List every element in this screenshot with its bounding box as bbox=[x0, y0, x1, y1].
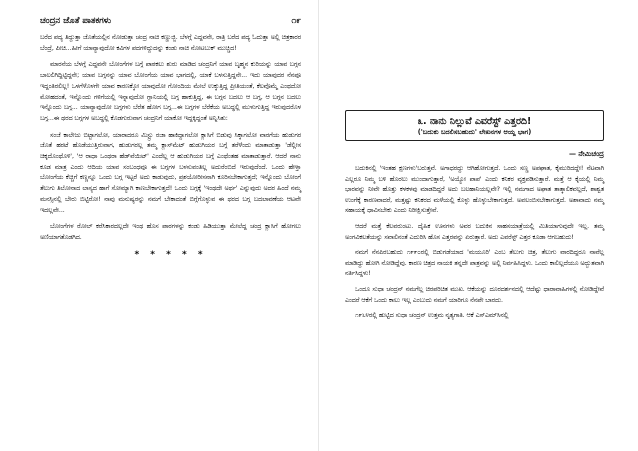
paragraph: ಮಾರನೆಯ ಬೆಳಗ್ಗೆ ಎದ್ದವನೇ ಬೋಂಗೆಗಳ ಬಗ್ಗೆ ಪಾಠಕಲು ಶುರು ಮಾಡಿದ ಚಂದ್ರನಿಗೆ ಯಾವ ಬೃಹ್ಮನ ಕುರಿಯನ್ನು ಯಾವ ಬಗ್ಗನ ಬಾಲಲಿಗಿದ್ದಿಟ್ಟಿದ್ದನೇ; ಯಾವ ಬಗ್ಗನನ್ನು ಯಾವ ಬೋಂಗೆಯ ಯಾವ ಭಾಗದಲ್ಲಿ, ಯಾಕೆ ಬಳಸುತ್ತಿದ್ದನೇ... ಇದು ಯಾವುದರ ನೆನಪೂ ಇದ್ದಂತಿರಲಿಲ್ಲ! ಒಳಗೆಳೊಳಗೇ ಯಾವ ಕಾರಣಕ್ಕೋ ಯಾವುದೋ ಗೋಂದಿಯ ಮೇಲೆ ಉಕ್ಕುತ್ತಿದ್ದ ಪ್ರೀತಿಯಂತೆ, ಕೆಲವೊಮ್ಮೆ ಎಂಥದೋ ಮೋಹದಂತೆ, ಇನ್ನೊಂದು ಗಳಿಗೆಯಲ್ಲಿ ಇನ್ನಾವುದೋ ಗ್ಲಾನಿಯಲ್ಲಿ ಬಗ್ಗ ಹಾಕುತ್ತಿದ್ದ, ಈ ಬಗ್ಗನ ಬದಲು ಆ ಬಗ್ಗ, ಆ ಬಗ್ಗನ ಬದಲು ಇನ್ನೊಂದು ಬಗ್ಗ... ಯಾವ್ಯಾವುದೋ ಬಗ್ಗಗಳು ಬೆರೆತ ಹೋಗ ಬಗ್ಗ...ಈ ಬಗ್ಗಗಳ ಬೆರೆಕೆಯ ಅಬದ್ಧಲ್ಲಿ ಮುಳುಗುತ್ತಿದ್ದ ಇರುವುದರೊಳ ಬಗ್ಗ...ಈ ಥರದ ಬಗ್ಗಗಳ ಅಬದ್ಧಲ್ಲಿ ಕೊಡಗುರುವಾಗ ಚಂದ್ರನಿಗೆ ಯಾಕೋ ಇದ್ದಕ್ಕಿದ್ದಂತೆ ಅನ್ನಿಸಿತು: bbox=[40, 61, 301, 122]
chapter-title-box bbox=[345, 110, 604, 141]
running-title: ಚಂದ್ರನ ಜೊತೆ ಪಾತಕಗಳು bbox=[40, 16, 112, 26]
section-end-mark: * * * * * bbox=[134, 249, 207, 260]
page-number: ೧೯ bbox=[291, 16, 301, 26]
paragraph: ಬೋಂಗೆಗಳ ರೋಲ್ ಕರೆಸಿಕಾರದಲ್ಲದೇ ಇಂಥ ಹೊಸ ಪಾಠಗಳನ್ನು ಕಂಡು ಹಿಡಿಯುತ್ತಾ ಮೇಲೆದ್ದ ಚಂದ್ರ ಕ್ಲಾಸಿಗೆ ಹೋಗಲು ಅಣಿಯಾಗತೊಡಗಿದ. bbox=[40, 223, 301, 241]
paragraph: ಆದರೆ ಮತ್ತೆ ಕೆಲವರುಂಟು. ದೈಹಿಕ ಊನಗಳು ಅವರ ಬದುಕಿನ ಸಾಹಸಯಾತ್ರೆಯಲ್ಲಿ ಮಿತಿಯಾಗುವುದೇ ಇಲ್ಲ. ತಮ್ಮ ಅಂಗವಿಕಲತೆಯನ್ನು ಸವಾಲಿನಂತೆ ಎದುರಿಸಿ ಹೊಸ ಎತ್ತರವನ್ನು ಏರುತ್ತಾರೆ. ಅದು ಎವರೆಸ್ಟ್ ಎತ್ತರ ಕೂಡಾ ಆಗಬಹುದು! bbox=[345, 222, 604, 241]
right-page bbox=[319, 0, 638, 451]
chapter-subtitle: ('ಬದುಕು ಬದಲಿಸಬಹುದು' ಲೇಖನಗಳ ಆಯ್ದ ಭಾಗ) bbox=[417, 128, 532, 136]
paragraph: ೧೯೬೪ರಲ್ಲಿ ಹುಟ್ಟಿದ ಸುಧಾ ಚಂದ್ರನ್ ಉತ್ತಮ ನೃತ್ಯಗಾತಿ. ಆಕೆ ಎಸ್‌ಎಮ್‌ಸಿನಲ್ಲಿ bbox=[355, 312, 509, 320]
running-head bbox=[40, 16, 301, 26]
paragraph: ಬದುಕಿನಲ್ಲಿ 'ಇಂತಹ ಕ್ಷಣಗಳು'ಬರುತ್ತವೆ. ಅಗಾಧರದ್ದು ಆಗಿಹೋಗುತ್ತದೆ. ಒಂದು ಸಣ್ಣ ಅಪಘಾತ, ಕೈಮುರಿದದ್ದೇ! ನೆಟವಾಗಿ ಎಲ್ಲರೂ ನಿಮ್ಮ ಬಳಿ ಹೊರಲು ಮುಂದಾಗುತ್ತಾರೆ, 'ಅಯ್ಯೋ ಪಾಪ' ಎಂದು ಕನಿಕರ ವ್ಯಕ್ತಪಡಿಸುತ್ತಾರೆ. ಮತ್ತೆ ಆ ಕೈಯಲ್ಲಿ ನಿಮ್ಮ ಭಾರವನ್ನು ನೀವೇ ಹೊತ್ತು ಕಳಕಳವು ಮಾಡದಿದ್ದರೆ ಅದು ಬಲಹಾನಿಯಲ್ಲವೇ? ಇಲ್ಲಿ ನಮಗಾದ ಅಘಾತ ತಾತ್ಕಾಲಿಕವಲ್ಲದೆ, ಶಾಶ್ವತ ಉಂಗೆಕ್ಕೆ ಕಾರಣವಾದರೆ, ಮತ್ತಷ್ಟು ಕನಿಕರದ ಮಳೆಯಲ್ಲಿ ಕೊಳ್ಳು ಹೊಳ್ಳುಬೇಕಾಗುತ್ತದೆ. ಅವಲಂಬಿಸಬೇಕಾಗುತ್ತದೆ. ಅಶಾವಾದು ನಮ್ಮ ಸಹಾಯಕ್ಕೆ ಧಾವಿಸಬೇಕು ಎಂದು ನಿರೀಕ್ಷಿಸುತ್ತೇವೆ. bbox=[345, 165, 604, 215]
author-name: — ನೇಮಿಚಂದ್ರ bbox=[568, 150, 604, 158]
paragraph: ಒಂದೂ ಸುಧಾ ಚಂದ್ರನ್ ನಮಗೆಲ್ಲ ಚಿರಪರಿಚಿತ ಮುಖ. ಆಕೆಯನ್ನು ದೂರದರ್ಶನದಲ್ಲಿ ಆದೆಷ್ಟು ಧಾರಾವಾಹಿಗಳಲ್ಲಿ ನೋಡಿದ್ದೇವೆ ಎಂದರೆ ಆಕೆಗೆ ಒಂದು ಕಾಲು ಇಲ್ಲ ಎಂಬುದು ನಮಗೆ ಯಾರಿಗೂ ನೆನಪೇ ಬಾರದು. bbox=[345, 285, 604, 304]
paragraph: ನಮಗೆ ನೆನಪಿರಬಹುದು ೧೯೯೦ರಲ್ಲಿ ಬಿಡುಗಡೆಯಾದ 'ಮಯೂರಿ' ಎಂಬ ತೆಲುಗು ಚಿತ್ರ, ತೆಲುಗು ವಾರದಿದ್ದರೂ ನಾವೆಲ್ಲ ಮಾಡಿದ್ದು ಹೋಗಿ ನೋಡಿದ್ದೆವು. ಕಾರಣ ಚಿತ್ರದ ನಾಯಕಿ ತನ್ನದೇ ಪಾತ್ರವನ್ನು ಅಲ್ಲಿ ನಿರ್ವಹಿಸಿದ್ದಳು. ಒಂದು ಕಾಲಿಲ್ಲದೆಯೂ ಅದ್ಭುತವಾಗಿ ನರ್ತಿಸಿದ್ದಳು! bbox=[345, 249, 604, 278]
paragraph: ಬರೆದ ಪದ್ಯ ತಿದ್ದುತ್ತಾ ಜೊತೆಯಲ್ಲಿನ ನೋಡುತ್ತಾ ಚಂದ್ರ ನಾಚಿ ಕಣ್ಣುಜ್ಜಿ. ಬೆಳಗ್ಗೆ ಎದ್ದವನೇ, ರಾತ್ರಿ ಬರೆದ ಪದ್ಯ ಓದುತ್ತಾ ಅಲ್ಲಿ ಚಿತ್ರಕಾರರ ಬೆಂದ್ರೆ, ಪೀಚಿ...ಹೀಗೆ ಯಾವ್ಯಾವುದೋ ಕವಿಗಳ ಪದಗಳಿದ್ದುದನ್ನು ಕಂಡು ನಾಚಿ ನೋಟಬುಕ್ ಮುಚ್ಚಿದ! bbox=[40, 34, 301, 52]
paragraph: ಸಂಜೆ ಕಾಲೇಜು ಬಿಟ್ಟಾಗಲೋ, ಯಾರಾದರೂ ಮಿಸ್ಟ್ರು ರಜಾ ಹಾಕಿದ್ದಾಗಲೋ ಕ್ಲಾಸಿಗೆ ಬಿಡುವು ಸಿಕ್ಕಾಗಲೋ ವಾರಗೆಯ ಹುಡುಗರ ಜೊತೆ ಹರಟೆ ಹೊಡೆಯುತ್ತಿರುವಾಗ, ಹುಡುಗರಲ್ಲ ತಮ್ಮ ಕ್ಲಾಸ್‌ಮೆಟ್ ಹುಡುಗಿಯರ ಬಗ್ಗೆ ತರೆಳೆಂದು ಮಾತಾಡುತ್ತಾ 'ಡೆಲ್ಲೀಸ ಚಿಕ್ಕದೊಂಥೊಳಿ', 'ಆ ರಾಧಾ ಒಂಥರಾ ಹೆಡ್‌ವೆಯಿಟ್' ಎಂದೆಲ್ಲ ಆ ಹುಡುಗಿಯರ ಬಗ್ಗೆ ಎಂಥೆಂತಹ ಮಾತಾಡುತ್ತಾರೆ. ಆದರೆ ನಾನು ಕೂಡ ಮಾತ್ರ ಎಂದು ಆದಿಯ ಯಾವ ಸಂಬಂಧವೂ ಈ ಬಗ್ಗಗಳ ಬಳಸುವಂತಿಲ್ಲ ಅದುರೆಂಬಿದೆ ಇರುವುದೆಂದೆ. ಒಂದು ಹೇಳ್ತಾ ಬೋಂಗೆಯ ಕೆಚ್ಚಿಗೆ ಕಣ್ಣನ್ನೂ ಒಂದು ಬಗ್ಗ ಇಟ್ಟರೆ ಅದು ಕಾಡುವುದು, ಪ್ರಶಯೋರೀಸನಾಗಿ ಕೂರಿಸಬೇಕಾಗುತ್ತದೆ; ಇನ್ನೊಂದು ಬೋಂಗೆ ತೆಲುಗು ತಿಲೋನಾದ ಲಾಸ್ಯದ ಹಾಗೆ ಸೋಮ್ಯಾಗಿ ಕಾಣಬೇಕಾಗುತ್ತದೆ! ಒಂದು ಬಗ್ಗಕ್ಕೆ 'ಇಂಥದೇ ಅರ್ಥ' ಎನ್ನುವುದು ಅದರ ಹಿಂದೆ ನಮ್ಮ ಮನಸ್ಸಿನಲ್ಲಿ ಬೇರು ಬಿಟ್ಟಿರೋ! ನಾವು ಮನುಷ್ಯರನ್ನು ನಮಗೆ ಬೇಕಾದಂತೆ ಬಿಗ್ಗೆಗೊಳ್ಳುವ ಈ ಥರದ ಬಗ್ಗ ಬದಲಾವಣೆಯ ಆಟವೇ ಇದಲ್ಲವೇ... bbox=[40, 131, 301, 214]
chapter-title: ೩. ನಾನು ನಿಲ್ಲುವೆ ಎವರೆಸ್ಟ್ ಎತ್ತರದಿ! bbox=[417, 116, 532, 127]
